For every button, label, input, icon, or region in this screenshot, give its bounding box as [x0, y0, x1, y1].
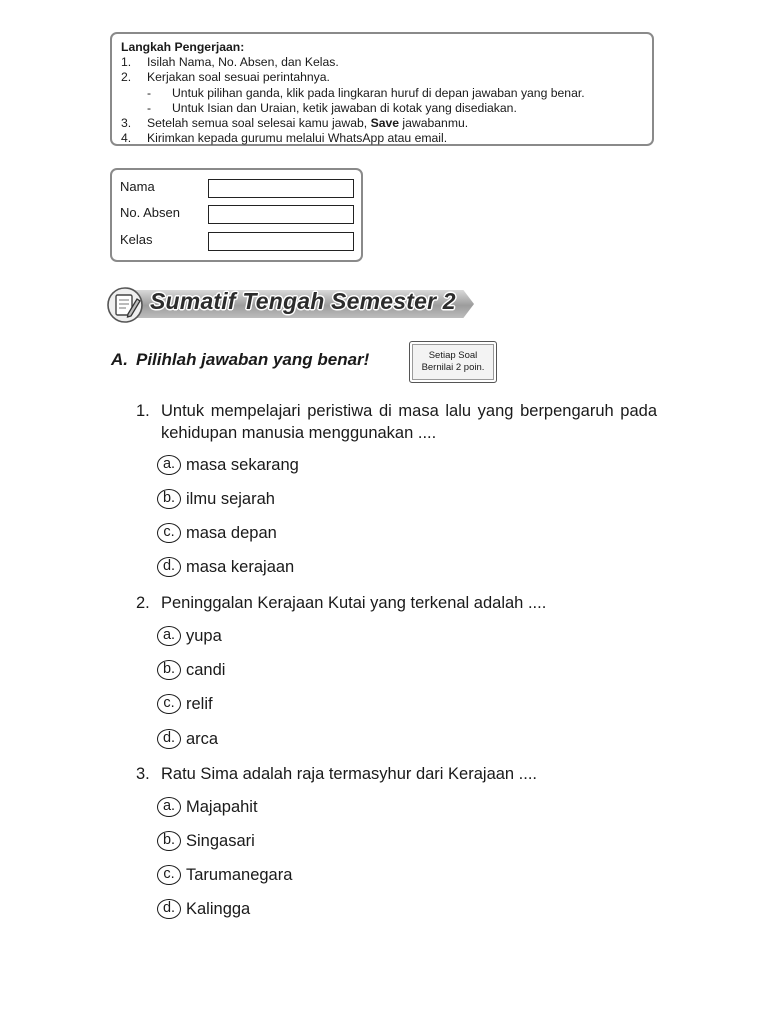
- instruction-step-3: [121, 116, 643, 131]
- instructions-title: Langkah Pengerjaan:: [121, 40, 245, 54]
- kelas-input[interactable]: [208, 232, 354, 251]
- instruction-substep-1: [121, 86, 643, 101]
- notebook-pencil-icon: [106, 286, 146, 324]
- option-circle[interactable]: a.: [157, 626, 181, 646]
- points-badge: [409, 341, 497, 383]
- question-number: 2.: [136, 594, 150, 612]
- option-text: Singasari: [186, 832, 255, 850]
- option-text: relif: [186, 695, 213, 713]
- nama-input[interactable]: [208, 179, 354, 198]
- option-circle[interactable]: c.: [157, 523, 181, 543]
- option-circle[interactable]: a.: [157, 797, 181, 817]
- substep-text: Untuk Isian dan Uraian, ketik jawaban di kotak yang disediakan.: [172, 100, 517, 115]
- option-text: Majapahit: [186, 798, 258, 816]
- option-circle[interactable]: b.: [157, 489, 181, 509]
- substep-dash: -: [147, 100, 152, 115]
- substep-text: Untuk pilihan ganda, klik pada lingkaran huruf di depan jawaban yang benar.: [172, 85, 585, 100]
- option-text: candi: [186, 661, 226, 679]
- instruction-step-4: [121, 131, 643, 146]
- instruction-step-1: [121, 55, 643, 70]
- instruction-step-2: [121, 70, 643, 85]
- step-text: Isilah Nama, No. Absen, dan Kelas.: [147, 55, 339, 70]
- absen-input[interactable]: [208, 205, 354, 224]
- section-heading: [111, 350, 369, 370]
- step-number: 2.: [121, 70, 132, 85]
- question-text: Ratu Sima adalah raja termasyhur dari Kerajaan ....: [161, 765, 538, 783]
- badge-line-2: Bernilai 2 poin.: [421, 362, 485, 373]
- section-letter: A.: [111, 350, 128, 369]
- instructions-box: [110, 32, 654, 146]
- step-number: 4.: [121, 131, 132, 146]
- question-number: 1.: [136, 402, 150, 420]
- step-text: Kerjakan soal sesuai perintahnya.: [147, 70, 330, 85]
- title-banner: [106, 286, 474, 324]
- option-text: masa depan: [186, 524, 277, 542]
- step-text-after: jawabanmu.: [399, 116, 469, 131]
- question-number: 3.: [136, 765, 150, 783]
- option-text: Tarumanegara: [186, 866, 293, 884]
- step-text-save: Save: [370, 116, 400, 131]
- step-number: 1.: [121, 55, 132, 70]
- option-text: masa kerajaan: [186, 558, 295, 576]
- option-text: masa sekarang: [186, 456, 299, 474]
- option-circle[interactable]: b.: [157, 660, 181, 680]
- section-title-text: Pilihlah jawaban yang benar!: [136, 350, 370, 369]
- question-text: Untuk mempelajari peristiwa di masa lalu yang berpengaruh pada kehidupan manusia menggunakan ....: [161, 402, 657, 442]
- option-circle[interactable]: c.: [157, 694, 181, 714]
- nama-label: Nama: [120, 179, 155, 194]
- instruction-substep-2: [121, 101, 643, 116]
- step-text: Kirimkan kepada gurumu melalui WhatsApp atau email.: [147, 131, 448, 146]
- option-circle[interactable]: d.: [157, 729, 181, 749]
- option-text: Kalingga: [186, 900, 251, 918]
- question-text: Peninggalan Kerajaan Kutai yang terkenal adalah ....: [161, 594, 547, 612]
- banner-title: Sumatif Tengah Semester 2: [150, 288, 456, 314]
- option-text: arca: [186, 730, 219, 748]
- option-circle[interactable]: b.: [157, 831, 181, 851]
- option-text: ilmu sejarah: [186, 490, 275, 508]
- option-circle[interactable]: d.: [157, 557, 181, 577]
- option-circle[interactable]: a.: [157, 455, 181, 475]
- substep-dash: -: [147, 85, 152, 100]
- option-text: yupa: [186, 627, 222, 645]
- kelas-label: Kelas: [120, 232, 153, 247]
- step-text-before: Setelah semua soal selesai kamu jawab,: [147, 116, 371, 131]
- option-circle[interactable]: c.: [157, 865, 181, 885]
- identity-box: [110, 168, 363, 262]
- absen-label: No. Absen: [120, 205, 180, 220]
- step-number: 3.: [121, 116, 132, 131]
- option-circle[interactable]: d.: [157, 899, 181, 919]
- badge-line-1: Setiap Soal: [428, 350, 478, 361]
